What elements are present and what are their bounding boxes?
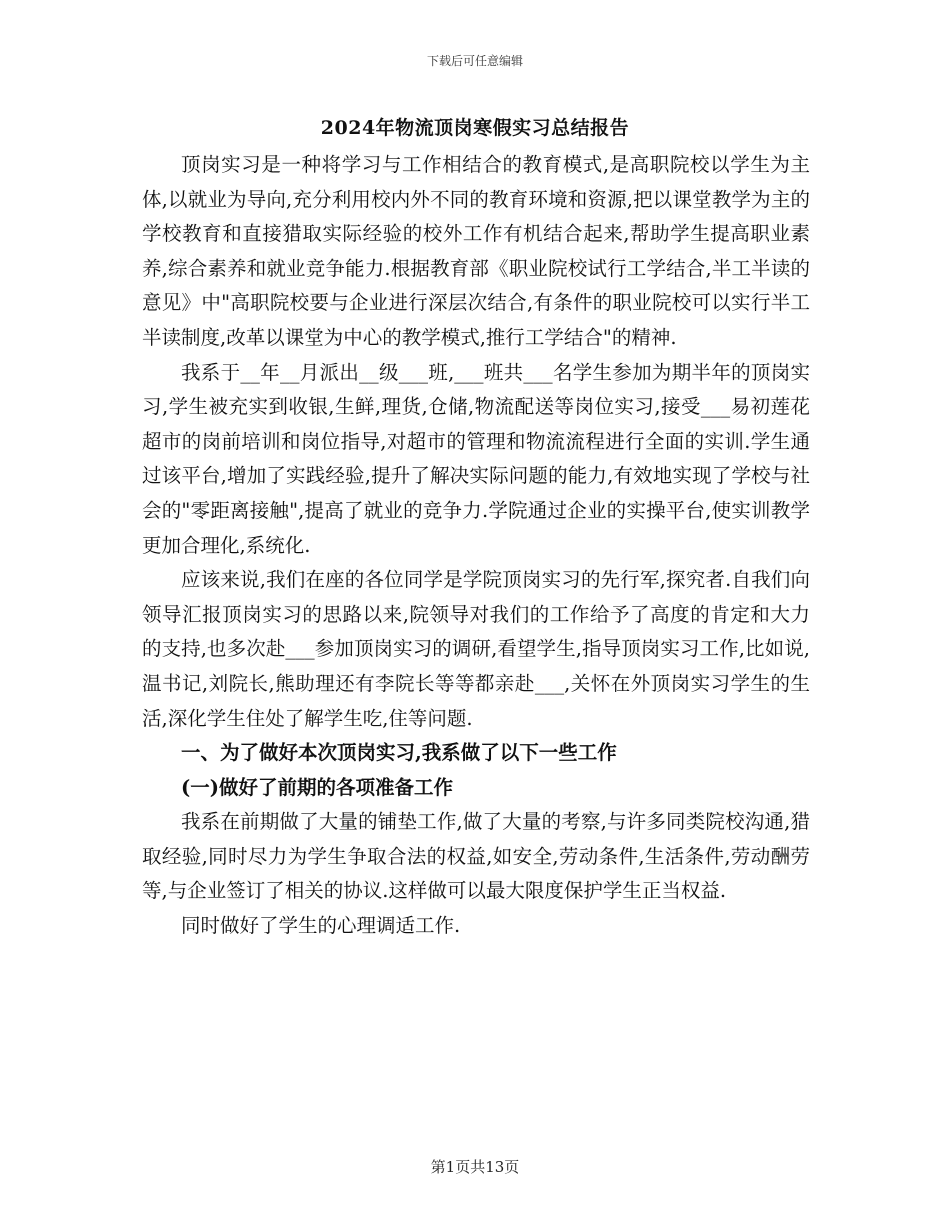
document-body — [142, 148, 810, 944]
paragraph-5: 同时做好了学生的心理调适工作. — [181, 914, 461, 938]
document-title: 2024年物流顶岗寒假实习总结报告 — [320, 117, 630, 139]
subsection-heading: (一)做好了前期的各项准备工作 — [181, 775, 453, 799]
paragraph-2: 我系于__年__月派出__级___班,___班共___名学生参加为期半年的顶岗实习,学生被充实到收银,生鲜,理货,仓储,物流配送等岗位实习,接受___易初莲花超市的岗前培训和岗位指导,对超市的管理和物流流程进行全面的实训.学生通过该平台,增加了实践经验,提升了解决实际问题的能力,有效地实现了学校与社会的"零距离接触",提高了就业的竞争力.学院通过企业的实操平台,使实训教学更加合理化,系统化. — [142, 360, 810, 557]
page-header-note: 下载后可任意编辑 — [426, 54, 523, 68]
section-heading: 一、为了做好本次顶岗实习,我系做了以下一些工作 — [181, 741, 617, 765]
paragraph-4: 我系在前期做了大量的铺垫工作,做了大量的考察,与许多同类院校沟通,猎取经验,同时尽力为学生争取合法的权益,如安全,劳动条件,生活条件,劳动酬劳等,与企业签订了相关的协议.这样做可以最大限度保护学生正当权益. — [142, 810, 810, 903]
paragraph-3: 应该来说,我们在座的各位同学是学院顶岗实习的先行军,探究者.自我们向领导汇报顶岗实习的思路以来,院领导对我们的工作给予了高度的肯定和大力的支持,也多次赴___参加顶岗实习的调研,看望学生,指导顶岗实习工作,比如说,温书记,刘院长,熊助理还有李院长等等都亲赴___,关怀在外顶岗实习学生的生活,深化学生住处了解学生吃,住等问题. — [142, 568, 810, 730]
paragraph-1: 顶岗实习是一种将学习与工作相结合的教育模式,是高职院校以学生为主体,以就业为导向,充分利用校内外不同的教育环境和资源,把以课堂教学为主的学校教育和直接猎取实际经验的校外工作有机结合起来,帮助学生提高职业素养,综合素养和就业竞争能力.根据教育部《职业院校试行工学结合,半工半读的意见》中"高职院校要与企业进行深层次结合,有条件的职业院校可以实行半工半读制度,改革以课堂为中心的教学模式,推行工学结合"的精神. — [142, 153, 810, 349]
page-number-footer: 第1页共13页 — [430, 1158, 520, 1176]
